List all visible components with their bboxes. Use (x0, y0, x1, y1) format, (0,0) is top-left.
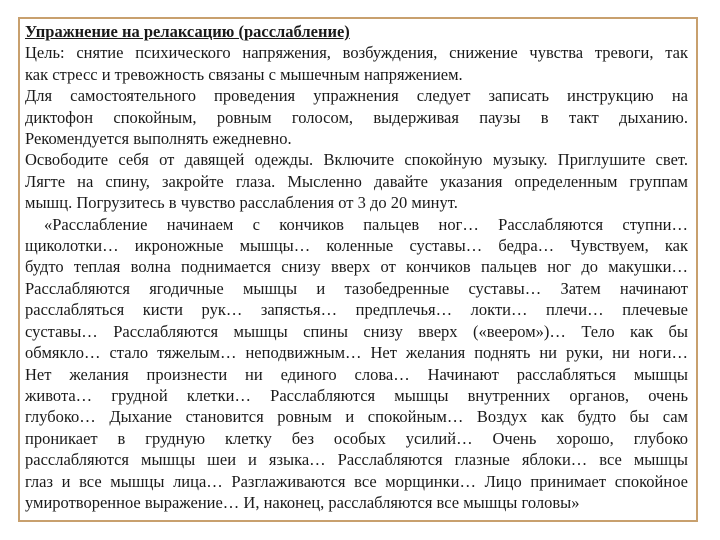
text-line: Лягте на спину, закройте глаза. Мысленно давайте указания определенным группам (25, 171, 688, 191)
text-line: глаз и все мышцы лица… Разглаживаются все морщинки… Лицо принимает спокойное (25, 471, 688, 491)
text-line: Нет желания произнести ни единого слова… Начинают расслабляться мышцы (25, 364, 688, 384)
text-line: живота… грудной клетки… Расслабляются мышцы внутренних органов, очень (25, 385, 688, 405)
text-line: Расслабляются ягодичные мышцы и тазобедренные суставы… Затем начинают (25, 278, 688, 298)
text-line: будто теплая волна поднимается снизу вверх от кончиков пальцев ног до макушки… (25, 257, 688, 277)
text-line: Цель: снятие психического напряжения, возбуждения, снижение чувства тревоги, так (25, 43, 688, 63)
text-line: Освободите себя от давящей одежды. Включите спокойную музыку. Приглушите свет. (25, 150, 688, 170)
text-line: расслабляться кисти рук… запястья… предплечья… локти… плечи… плечевые (25, 300, 688, 320)
text-line: щиколотки… икроножные мышцы… коленные суставы… бедра… Чувствуем, как (25, 236, 688, 256)
text-line: умиротворенное выражение… И, наконец, расслабляются все мышцы головы» (25, 492, 580, 512)
text-frame (18, 17, 698, 522)
text-line: обмякло… стало тяжелым… неподвижным… Нет желания поднять ни руки, ни ноги… (25, 343, 688, 363)
text-line: проникает в грудную клетку без особых усилий… Очень хорошо, глубоко (25, 428, 688, 448)
text-line: Рекомендуется выполнять ежедневно. (25, 129, 292, 149)
text-line: суставы… Расслабляются мышцы спины снизу вверх («веером»)… Тело как бы (25, 321, 688, 341)
text-line: расслабляются мышцы шеи и языка… Расслабляются глазные яблоки… все мышцы (25, 450, 688, 470)
text-line: глубоко… Дыхание становится ровным и спокойным… Воздух как будто бы сам (25, 407, 688, 427)
text-line: Для самостоятельного проведения упражнения следует записать инструкцию на (25, 86, 688, 106)
text-line: диктофон спокойным, ровным голосом, выдерживая паузы в такт дыханию. (25, 107, 688, 127)
text-line: «Расслабление начинаем с кончиков пальцев ног… Расслабляются ступни… (44, 214, 688, 234)
document-title: Упражнение на релаксацию (расслабление) (25, 22, 350, 41)
text-line: мышц. Погрузитесь в чувство расслабления от 3 до 20 минут. (25, 193, 458, 213)
text-line: как стресс и тревожность связаны с мышечным напряжением. (25, 64, 463, 84)
